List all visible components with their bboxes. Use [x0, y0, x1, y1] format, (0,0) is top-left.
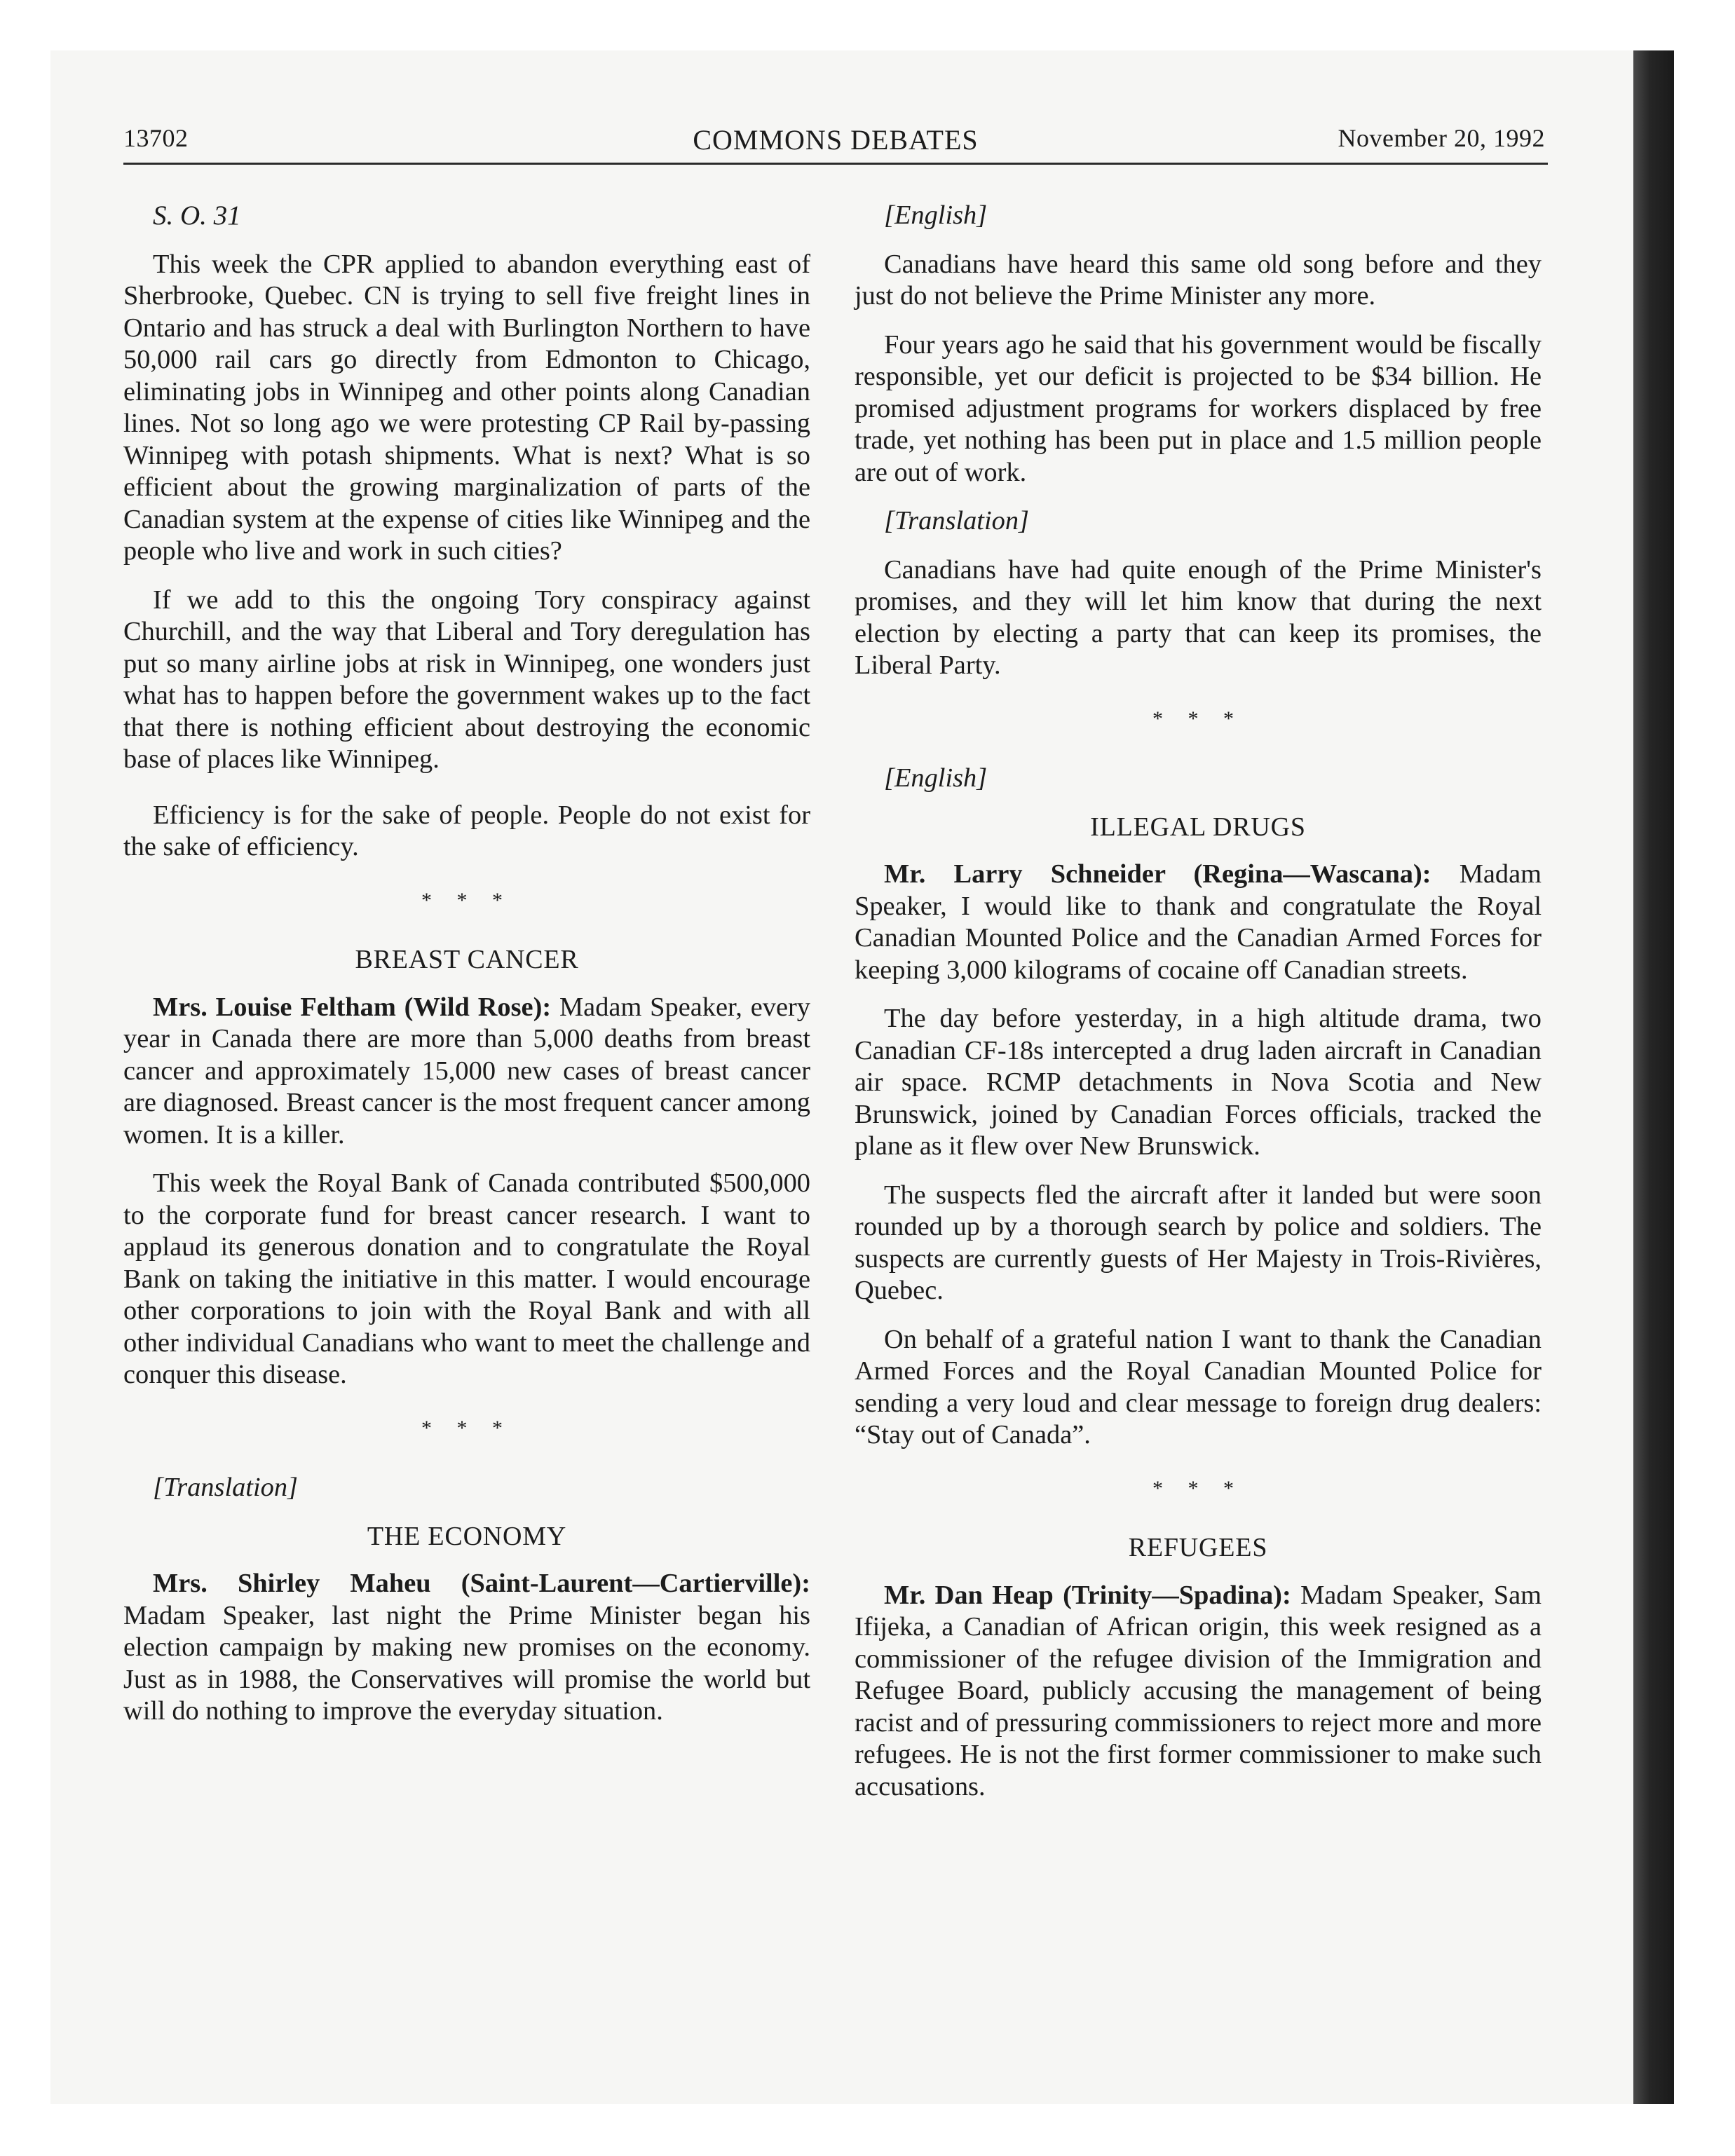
speaker-name: Mrs. Louise Feltham (Wild Rose):	[153, 992, 552, 1022]
binding-edge	[1633, 50, 1674, 2104]
speech-text: Madam Speaker, every year in Canada there are more than 5,000 deaths from breast cancer and approximately 15,000 new cases of breast cancer are diagnosed. Breast cancer is the most frequent cancer among women. It is a killer.	[123, 992, 810, 1149]
language-label: [Translation]	[153, 1473, 298, 1502]
language-label: [English]	[884, 200, 988, 230]
scan-margin	[0, 0, 50, 2156]
section-separator: * * *	[1152, 707, 1244, 730]
publication-title: COMMONS DEBATES	[693, 124, 979, 156]
paragraph	[123, 1568, 810, 1728]
paragraph	[123, 992, 810, 1152]
section-heading: BREAST CANCER	[355, 945, 579, 974]
paragraph: If we add to this the ongoing Tory conspiracy against Churchill, and the way that Liberal and Tory deregulation has put so many airline jobs at risk in Winnipeg, one wonders just what has to happen before the government wakes up to the fact that there is nothing efficient about destroying the economic base of places like Winnipeg.	[123, 585, 810, 774]
section-heading: ILLEGAL DRUGS	[1090, 812, 1306, 842]
section-heading: THE ECONOMY	[367, 1521, 567, 1551]
standing-order-label: S. O. 31	[153, 200, 241, 231]
publication-date: November 20, 1992	[1338, 124, 1545, 152]
right-column	[855, 200, 1542, 1820]
speech-text: Madam Speaker, last night the Prime Minister began his election campaign by making new promises on the economy. Just as in 1988, the Conservatives will promise the world but will do nothing to improve the everyday situation.	[123, 1600, 810, 1726]
page-number: 13702	[123, 124, 189, 152]
paragraph: The suspects fled the aircraft after it landed but were soon rounded up by a thorough search by police and soldiers. The suspects are currently guests of Her Majesty in Trois-Rivières, Quebec.	[855, 1180, 1542, 1305]
section-separator: * * *	[1152, 1476, 1244, 1500]
paragraph: Canadians have had quite enough of the Prime Minister's promises, and they will let him know that during the next election by electing a party that can keep its promises, the Liberal Party.	[855, 554, 1542, 680]
page-header	[123, 121, 1548, 165]
left-column	[123, 200, 810, 1745]
paragraph: The day before yesterday, in a high altitude drama, two Canadian CF-18s intercepted a drug laden aircraft in Canadian air space. RCMP detachments in Nova Scotia and New Brunswick, joined by Canadian Forces officials, tracked the plane as it flew over New Brunswick.	[855, 1004, 1542, 1161]
speech-text: Madam Speaker, I would like to thank and congratulate the Royal Canadian Mounted Police and the Canadian Armed Forces for keeping 3,000 kilograms of cocaine off Canadian streets.	[855, 859, 1542, 985]
paragraph: Efficiency is for the sake of people. People do not exist for the sake of efficiency.	[123, 800, 810, 861]
paragraph	[855, 1580, 1542, 1803]
paragraph: This week the Royal Bank of Canada contributed $500,000 to the corporate fund for breast cancer research. I want to applaud its generous donation and to congratulate the Royal Bank on taking the initiative in this matter. I would encourage other corporations to join with the Royal Bank and with all other individual Canadians who want to meet the challenge and conquer this disease.	[123, 1168, 810, 1389]
paragraph: This week the CPR applied to abandon everything east of Sherbrooke, Quebec. CN is trying to sell five freight lines in Ontario and has struck a deal with Burlington Northern to have 50,000 rail cars go directly from Edmonton to Chicago, eliminating jobs in Winnipeg and other points along Canadian lines. Not so long ago we were protesting CP Rail by-passing Winnipeg with potash shipments. What is next? What is so efficient about the growing marginalization of parts of the Canadian system at the expense of cities like Winnipeg and the people who live and work in such cities?	[123, 249, 810, 566]
section-heading: REFUGEES	[1128, 1533, 1268, 1562]
paragraph: Canadians have heard this same old song before and they just do not believe the Prime Minister any more.	[855, 249, 1542, 311]
speaker-name: Mr. Larry Schneider (Regina—Wascana):	[884, 859, 1431, 889]
section-separator: * * *	[421, 1416, 512, 1440]
paragraph: Four years ago he said that his government would be fiscally responsible, yet our deficit is projected to be $34 billion. He promised adjustment programs for workers displaced by free trade, yet nothing has been put in place and 1.5 million people are out of work.	[855, 329, 1542, 487]
speaker-name: Mrs. Shirley Maheu (Saint-Laurent—Cartierville):	[153, 1569, 810, 1598]
paragraph: On behalf of a grateful nation I want to thank the Canadian Armed Forces and the Royal Canadian Mounted Police for sending a very loud and clear message to foreign drug dealers: “Stay out of Canada”.	[855, 1324, 1542, 1449]
section-separator: * * *	[421, 888, 512, 912]
language-label: [English]	[884, 763, 988, 793]
language-label: [Translation]	[884, 506, 1029, 535]
paragraph	[855, 859, 1542, 986]
speech-text: Madam Speaker, Sam Ifijeka, a Canadian of African origin, this week resigned as a commissioner of the refugee division of the Immigration and Refugee Board, publicly accusing the management of being racist and of pressuring commissioners to reject more and more refugees. He is not the first former commissioner to make such accusations.	[855, 1580, 1542, 1801]
speaker-name: Mr. Dan Heap (Trinity—Spadina):	[884, 1580, 1291, 1610]
